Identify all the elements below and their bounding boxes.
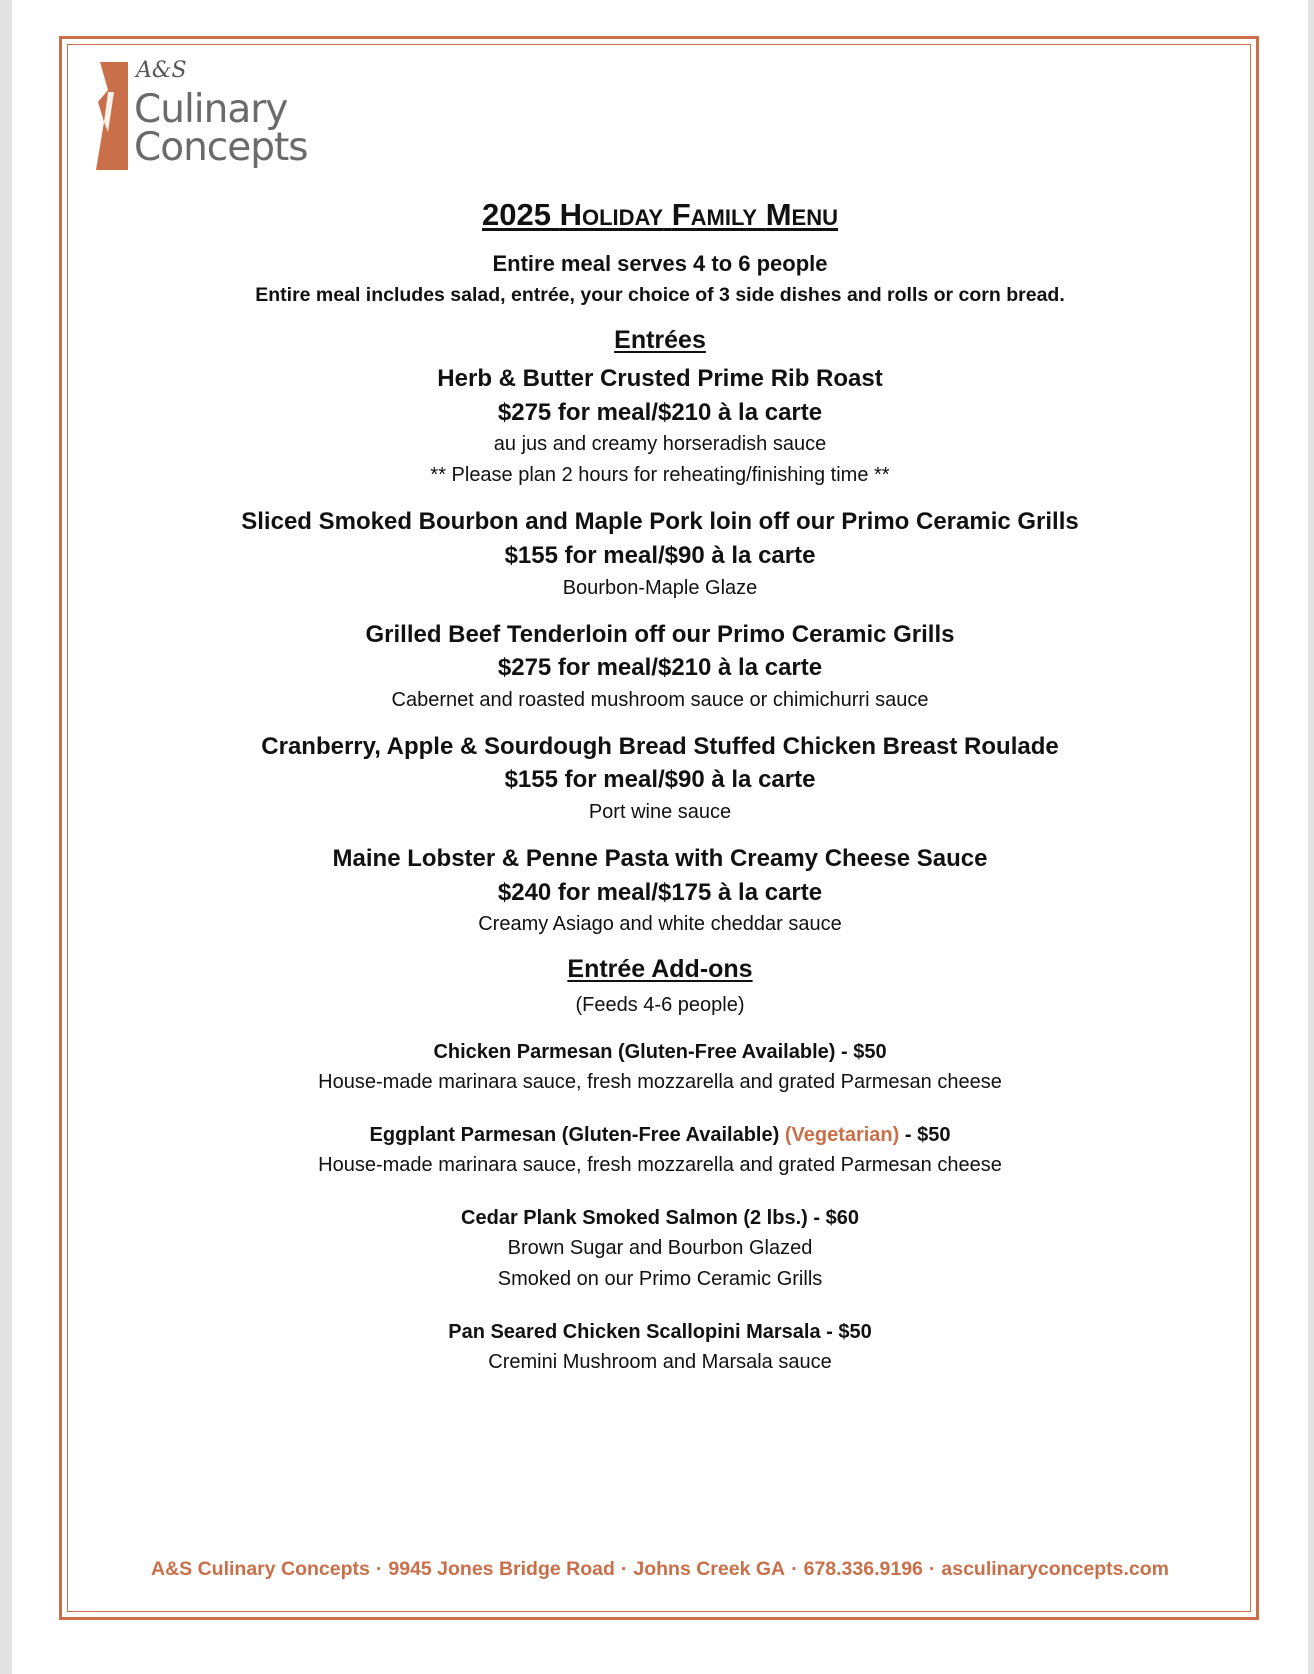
title-year: 2025	[482, 197, 551, 232]
entree-name: Cranberry, Apple & Sourdough Bread Stuffed Chicken Breast Roulade	[261, 732, 1059, 760]
footer-contact	[72, 1558, 1248, 1581]
menu-content	[72, 190, 1248, 1400]
addon-description: House-made marinara sauce, fresh mozzarella and grated Parmesan cheese	[318, 1154, 1002, 1177]
knife-blade-icon	[94, 62, 128, 170]
company-logo	[94, 60, 334, 180]
entree-description: Port wine sauce	[588, 800, 732, 823]
footer-separator: ·	[620, 1558, 628, 1580]
includes-note: Entire meal includes salad, entrée, your choice of 3 side dishes and rolls or corn bread.	[255, 283, 1065, 306]
addon-name: Pan Seared Chicken Scallopini Marsala - $50	[448, 1321, 872, 1344]
addon-description: House-made marinara sauce, fresh mozzarella and grated Parmesan cheese	[318, 1071, 1002, 1094]
addon-price: - $50	[904, 1124, 951, 1147]
title-word: Family	[671, 197, 758, 232]
serves-note: Entire meal serves 4 to 6 people	[492, 251, 828, 277]
addon-name: Cedar Plank Smoked Salmon (2 lbs.) - $60	[461, 1207, 859, 1230]
logo-line-culinary: Culinary	[134, 87, 288, 132]
footer-address: 9945 Jones Bridge Road	[388, 1558, 615, 1580]
addon-item	[72, 1317, 1248, 1378]
footer-separator: ·	[375, 1558, 383, 1580]
page-title	[72, 196, 1248, 233]
entree-price: $155 for meal/$90 à la carte	[504, 766, 816, 794]
entree-description: ** Please plan 2 hours for reheating/finishing time **	[430, 464, 890, 487]
addon-name-main: Eggplant Parmesan (Gluten-Free Available)	[369, 1124, 780, 1147]
entree-item	[72, 842, 1248, 940]
footer-city: Johns Creek GA	[633, 1558, 786, 1580]
entree-price: $275 for meal/$210 à la carte	[497, 398, 823, 426]
logo-small-text: A&S	[136, 58, 187, 83]
entree-item	[72, 618, 1248, 716]
addon-item	[72, 1037, 1248, 1098]
footer-company: A&S Culinary Concepts	[151, 1558, 370, 1580]
entree-price: $240 for meal/$175 à la carte	[497, 878, 823, 906]
footer-phone: 678.336.9196	[803, 1558, 923, 1580]
addon-description: Brown Sugar and Bourbon Glazed	[507, 1237, 813, 1260]
vegetarian-tag: (Vegetarian)	[784, 1124, 900, 1147]
entree-name: Maine Lobster & Penne Pasta with Creamy Cheese Sauce	[332, 844, 988, 872]
entrees-heading: Entrées	[614, 325, 706, 354]
addons-heading: Entrée Add-ons	[567, 955, 753, 984]
entree-price: $275 for meal/$210 à la carte	[497, 654, 823, 682]
entree-item	[72, 730, 1248, 828]
addon-item	[72, 1120, 1248, 1181]
addon-name	[72, 1120, 1248, 1150]
addon-name: Chicken Parmesan (Gluten-Free Available) - $50	[433, 1041, 887, 1064]
footer-separator: ·	[791, 1558, 798, 1580]
addons-subheading: (Feeds 4-6 people)	[575, 994, 745, 1017]
entree-price: $155 for meal/$90 à la carte	[504, 542, 816, 569]
entree-description: Creamy Asiago and white cheddar sauce	[478, 913, 842, 936]
addon-item	[72, 1203, 1248, 1295]
title-word: Holiday	[559, 197, 664, 232]
entree-description: Cabernet and roasted mushroom sauce or chimichurri sauce	[391, 688, 929, 711]
entree-description: Bourbon-Maple Glaze	[562, 576, 758, 599]
entree-name: Grilled Beef Tenderloin off our Primo Ceramic Grills	[365, 620, 955, 648]
addon-description: Cremini Mushroom and Marsala sauce	[488, 1351, 832, 1374]
entree-item	[72, 505, 1248, 603]
title-word: Menu	[765, 197, 838, 232]
entree-name: Sliced Smoked Bourbon and Maple Pork loin off our Primo Ceramic Grills	[241, 508, 1079, 536]
entree-description: au jus and creamy horseradish sauce	[493, 433, 827, 456]
entree-name: Herb & Butter Crusted Prime Rib Roast	[437, 365, 883, 393]
addon-description: Smoked on our Primo Ceramic Grills	[497, 1268, 823, 1291]
menu-page	[12, 0, 1308, 1674]
entree-item	[72, 362, 1248, 491]
logo-line-concepts: Concepts	[134, 125, 308, 170]
footer-separator: ·	[928, 1558, 936, 1580]
footer-website: asculinaryconcepts.com	[941, 1558, 1169, 1580]
